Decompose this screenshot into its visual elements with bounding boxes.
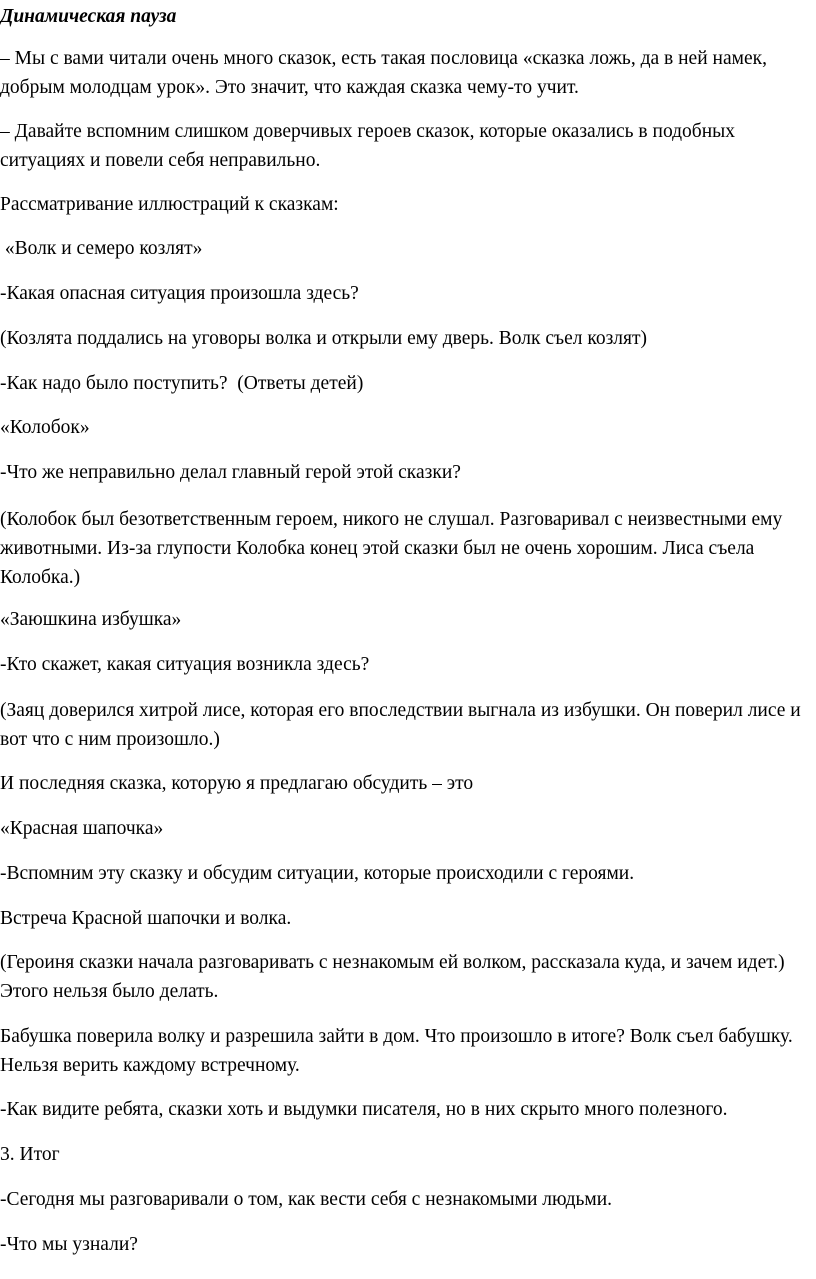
document-title: Динамическая пауза xyxy=(0,6,177,27)
paragraph: -Как надо было поступить? (Ответы детей) xyxy=(0,373,364,394)
paragraph: Рассматривание иллюстраций к сказкам: xyxy=(0,194,339,215)
paragraph: Встреча Красной шапочки и волка. xyxy=(0,908,292,929)
paragraph: -Что мы узнали? xyxy=(0,1234,138,1255)
paragraph: – Мы с вами читали очень много сказок, есть такая пословица «сказка ложь, да в ней намек, добрым молодцам урок». Это значит, что каждая сказка чему-то учит. xyxy=(0,48,767,98)
paragraph: «Заюшкина избушка» xyxy=(0,609,182,630)
paragraph: -Какая опасная ситуация произошла здесь? xyxy=(0,283,359,304)
paragraph: «Красная шапочка» xyxy=(0,818,164,839)
paragraph: – Давайте вспомним слишком доверчивых героев сказок, которые оказались в подобных ситуациях и повели себя неправильно. xyxy=(0,121,736,171)
paragraph: И последняя сказка, которую я предлагаю обсудить – это xyxy=(0,773,474,794)
paragraph: -Как видите ребята, сказки хоть и выдумки писателя, но в них скрыто много полезного. xyxy=(0,1099,728,1120)
paragraph: Бабушка поверила волку и разрешила зайти в дом. Что произошло в итоге? Волк съел бабушку. Нельзя верить каждому встречному. xyxy=(0,1026,793,1076)
paragraph: (Заяц доверился хитрой лисе, которая его впоследствии выгнала из избушки. Он поверил лисе и вот что с ним произошло.) xyxy=(0,700,801,750)
paragraph: (Героиня сказки начала разговаривать с незнакомым ей волком, рассказала куда, и зачем идет.) Этого нельзя было делать. xyxy=(0,952,785,1002)
paragraph: -Сегодня мы разговаривали о том, как вести себя с незнакомыми людьми. xyxy=(0,1189,613,1210)
paragraph: 3. Итог xyxy=(0,1144,60,1165)
paragraph: «Колобок» xyxy=(0,417,90,438)
paragraph: (Козлята поддались на уговоры волка и открыли ему дверь. Волк съел козлят) xyxy=(0,328,647,349)
paragraph: «Волк и семеро козлят» xyxy=(0,238,203,259)
paragraph: -Вспомним эту сказку и обсудим ситуации, которые происходили с героями. xyxy=(0,863,635,884)
paragraph: -Что же неправильно делал главный герой этой сказки? xyxy=(0,462,461,483)
paragraph: -Кто скажет, какая ситуация возникла здесь? xyxy=(0,654,370,675)
paragraph: (Колобок был безответственным героем, никого не слушал. Разговаривал с неизвестными ему животными. Из-за глупости Колобка конец этой сказки был не очень хорошим. Лиса съела Колобка.) xyxy=(0,509,783,588)
